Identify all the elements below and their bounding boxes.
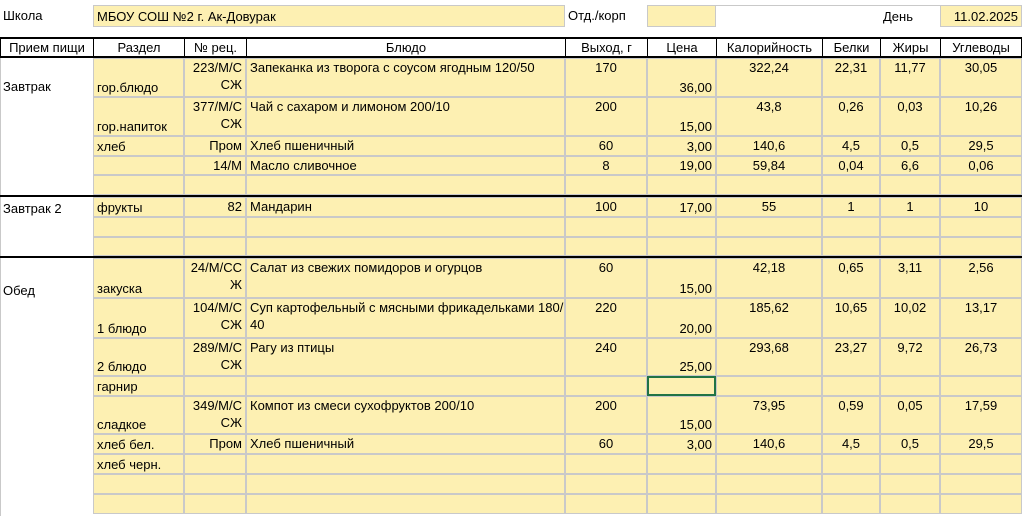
cell-dish[interactable] xyxy=(246,474,565,494)
cell-section[interactable] xyxy=(93,217,184,237)
price-value: 20,00 xyxy=(679,321,712,336)
rec-value: 223/М/ССЖ xyxy=(192,60,242,92)
cell-carb[interactable] xyxy=(940,136,1022,156)
out-value: 60 xyxy=(598,260,614,275)
carb-value: 26,73 xyxy=(964,340,998,355)
cell-out[interactable] xyxy=(565,338,647,376)
carb-value: 29,5 xyxy=(968,436,994,451)
cell-price[interactable] xyxy=(647,175,716,195)
cell-dish[interactable] xyxy=(246,97,565,136)
cell-carb[interactable] xyxy=(940,494,1022,514)
prot-value: 0,65 xyxy=(838,260,864,275)
cell-cal[interactable] xyxy=(716,376,822,396)
header-calories: Калорийность xyxy=(716,37,822,58)
cell-dish[interactable] xyxy=(246,494,565,514)
cell-prot[interactable] xyxy=(822,136,880,156)
cell-fat[interactable] xyxy=(880,396,940,434)
cell-fat[interactable] xyxy=(880,217,940,237)
section-value: хлеб бел. xyxy=(97,437,155,452)
cell-carb[interactable] xyxy=(940,396,1022,434)
fat-value: 3,11 xyxy=(897,260,923,275)
cell-fat[interactable] xyxy=(880,156,940,175)
cell-dish[interactable] xyxy=(246,156,565,175)
cell-section[interactable] xyxy=(93,454,184,474)
cell-section[interactable] xyxy=(93,58,184,97)
price-value: 15,00 xyxy=(679,119,712,134)
cell-cal[interactable] xyxy=(716,237,822,256)
cell-price[interactable] xyxy=(647,434,716,454)
section-value: гор.напиток xyxy=(97,119,167,134)
cal-value: 185,62 xyxy=(749,300,789,315)
cell-cal[interactable] xyxy=(716,217,822,237)
rec-value: 104/М/ССЖ xyxy=(192,300,242,332)
cell-price[interactable] xyxy=(647,396,716,434)
cell-prot[interactable] xyxy=(822,376,880,396)
cell-out[interactable] xyxy=(565,237,647,256)
cell-rec[interactable] xyxy=(184,298,246,338)
cell-prot[interactable] xyxy=(822,258,880,298)
cell-carb[interactable] xyxy=(940,474,1022,494)
cell-cal[interactable] xyxy=(716,298,822,338)
cell-cal[interactable] xyxy=(716,136,822,156)
cell-rec[interactable] xyxy=(184,217,246,237)
out-value: 220 xyxy=(595,300,617,315)
cell-price[interactable] xyxy=(647,494,716,514)
dept-cell[interactable] xyxy=(647,5,716,27)
cell-out[interactable] xyxy=(565,474,647,494)
cell-out[interactable] xyxy=(565,298,647,338)
meal-lunch: Обед xyxy=(3,283,35,298)
cell-rec[interactable] xyxy=(184,454,246,474)
cal-value: 140,6 xyxy=(752,436,786,451)
cell-rec[interactable] xyxy=(184,396,246,434)
price-value: 36,00 xyxy=(679,80,712,95)
cell-rec[interactable] xyxy=(184,434,246,454)
cell-fat[interactable] xyxy=(880,175,940,195)
cell-section[interactable] xyxy=(93,298,184,338)
header-price: Цена xyxy=(647,37,716,58)
cell-prot[interactable] xyxy=(822,454,880,474)
cell-carb[interactable] xyxy=(940,298,1022,338)
day-cell[interactable]: 11.02.2025 xyxy=(940,5,1022,27)
header-fat: Жиры xyxy=(880,37,940,58)
cal-value: 140,6 xyxy=(752,138,786,153)
cell-cal[interactable] xyxy=(716,97,822,136)
cell-price[interactable] xyxy=(647,454,716,474)
carb-value: 29,5 xyxy=(968,138,994,153)
carb-value: 0,06 xyxy=(968,158,994,173)
out-value: 200 xyxy=(595,99,617,114)
cell-cal[interactable] xyxy=(716,58,822,97)
cell-price[interactable] xyxy=(647,298,716,338)
dish-value: Чай с сахаром и лимоном 200/10 xyxy=(250,99,450,114)
cell-fat[interactable] xyxy=(880,494,940,514)
prot-value: 22,31 xyxy=(834,60,868,75)
out-value: 60 xyxy=(598,436,614,451)
cell-price[interactable] xyxy=(647,58,716,97)
cell-cal[interactable] xyxy=(716,156,822,175)
rec-value: 289/М/ССЖ xyxy=(192,340,242,372)
cell-prot[interactable] xyxy=(822,338,880,376)
cell-cal[interactable] xyxy=(716,175,822,195)
cell-out[interactable] xyxy=(565,434,647,454)
cell-rec[interactable] xyxy=(184,175,246,195)
cell-price[interactable] xyxy=(647,217,716,237)
carb-value: 17,59 xyxy=(964,398,998,413)
fat-value: 9,72 xyxy=(897,340,923,355)
section-value: фрукты xyxy=(97,200,143,215)
cell-prot[interactable] xyxy=(822,237,880,256)
fat-value: 11,77 xyxy=(894,60,926,75)
cell-out[interactable] xyxy=(565,97,647,136)
cell-fat[interactable] xyxy=(880,454,940,474)
prot-value: 0,04 xyxy=(838,158,864,173)
price-value: 19,00 xyxy=(679,158,712,173)
cell-rec[interactable] xyxy=(184,197,246,217)
carb-value: 13,17 xyxy=(964,300,998,315)
cell-rec[interactable] xyxy=(184,156,246,175)
prot-value: 1 xyxy=(847,199,855,214)
cal-value: 42,18 xyxy=(752,260,786,275)
dish-value: Масло сливочное xyxy=(250,158,357,173)
cell-rec[interactable] xyxy=(184,338,246,376)
cell-prot[interactable] xyxy=(822,298,880,338)
price-value: 3,00 xyxy=(686,437,712,452)
prot-value: 4,5 xyxy=(841,138,861,153)
header-recipe: № рец. xyxy=(184,37,246,58)
cal-value: 59,84 xyxy=(752,158,786,173)
cell-prot[interactable] xyxy=(822,396,880,434)
prot-value: 0,26 xyxy=(838,99,864,114)
day-label: День xyxy=(880,5,940,27)
section-value: сладкое xyxy=(97,417,147,432)
rec-value: 14/М xyxy=(213,158,242,173)
cell-prot[interactable] xyxy=(822,474,880,494)
price-value: 25,00 xyxy=(679,359,712,374)
cell-dish[interactable] xyxy=(246,237,565,256)
meal-separator xyxy=(0,195,1022,197)
out-value: 60 xyxy=(598,138,614,153)
cell-price[interactable] xyxy=(647,237,716,256)
cell-prot[interactable] xyxy=(822,175,880,195)
cell-section[interactable] xyxy=(93,258,184,298)
fat-value: 0,03 xyxy=(897,99,923,114)
cell-price[interactable] xyxy=(647,376,716,396)
cell-fat[interactable] xyxy=(880,58,940,97)
cell-price[interactable] xyxy=(647,197,716,217)
cell-out[interactable] xyxy=(565,396,647,434)
cal-value: 322,24 xyxy=(749,60,789,75)
cell-carb[interactable] xyxy=(940,258,1022,298)
cell-out[interactable] xyxy=(565,136,647,156)
section-value: гарнир xyxy=(97,379,138,394)
cell-dish[interactable] xyxy=(246,434,565,454)
fat-value: 1 xyxy=(906,199,914,214)
out-value: 100 xyxy=(595,199,617,214)
section-value: хлеб xyxy=(97,139,126,154)
price-value: 15,00 xyxy=(679,281,712,296)
cell-prot[interactable] xyxy=(822,197,880,217)
rec-value: 82 xyxy=(227,199,242,214)
dish-value: Мандарин xyxy=(250,199,312,214)
cell-rec[interactable] xyxy=(184,136,246,156)
cell-out[interactable] xyxy=(565,197,647,217)
meal-breakfast: Завтрак xyxy=(3,79,51,94)
cal-value: 43,8 xyxy=(756,99,782,114)
cell-out[interactable] xyxy=(565,494,647,514)
fat-value: 0,5 xyxy=(900,138,920,153)
cell-dish[interactable] xyxy=(246,258,565,298)
carb-value: 30,05 xyxy=(964,60,998,75)
cell-carb[interactable] xyxy=(940,197,1022,217)
cell-rec[interactable] xyxy=(184,494,246,514)
meal-separator xyxy=(0,256,1022,258)
cell-section[interactable] xyxy=(93,237,184,256)
carb-value: 2,56 xyxy=(968,260,994,275)
rec-value: 24/М/ССЖ xyxy=(190,260,242,292)
cell-fat[interactable] xyxy=(880,434,940,454)
cell-section[interactable] xyxy=(93,97,184,136)
prot-value: 0,59 xyxy=(838,398,864,413)
out-value: 240 xyxy=(595,340,617,355)
rec-value: 377/М/ССЖ xyxy=(192,99,242,131)
header-carbs: Углеводы xyxy=(940,37,1022,58)
cell-cal[interactable] xyxy=(716,197,822,217)
cell-rec[interactable] xyxy=(184,58,246,97)
cell-carb[interactable] xyxy=(940,338,1022,376)
price-value: 15,00 xyxy=(679,417,712,432)
cell-rec[interactable] xyxy=(184,237,246,256)
school-label: Школа xyxy=(0,5,93,27)
cell-carb[interactable] xyxy=(940,58,1022,97)
cell-dish[interactable] xyxy=(246,136,565,156)
cell-rec[interactable] xyxy=(184,474,246,494)
cal-value: 73,95 xyxy=(752,398,786,413)
cell-section[interactable] xyxy=(93,156,184,175)
cell-carb[interactable] xyxy=(940,434,1022,454)
cell-prot[interactable] xyxy=(822,156,880,175)
rec-value: Пром xyxy=(209,138,242,153)
school-name-cell[interactable]: МБОУ СОШ №2 г. Ак-Довурак xyxy=(93,5,565,27)
header-output: Выход, г xyxy=(565,37,647,58)
cell-out[interactable] xyxy=(565,156,647,175)
header-meal: Прием пищи xyxy=(0,37,93,58)
meal-breakfast2: Завтрак 2 xyxy=(3,201,62,216)
price-value: 17,00 xyxy=(679,200,712,215)
prot-value: 4,5 xyxy=(841,436,861,451)
cell-dish[interactable] xyxy=(246,454,565,474)
cell-out[interactable] xyxy=(565,258,647,298)
cell-section[interactable] xyxy=(93,396,184,434)
section-value: хлеб черн. xyxy=(97,457,162,472)
cell-prot[interactable] xyxy=(822,217,880,237)
cell-fat[interactable] xyxy=(880,258,940,298)
cell-rec[interactable] xyxy=(184,97,246,136)
fat-value: 10,02 xyxy=(893,300,927,315)
prot-value: 23,27 xyxy=(834,340,868,355)
cell-cal[interactable] xyxy=(716,434,822,454)
cell-dish[interactable] xyxy=(246,58,565,97)
cell-section[interactable] xyxy=(93,376,184,396)
prot-value: 10,65 xyxy=(834,300,868,315)
cell-fat[interactable] xyxy=(880,97,940,136)
cell-dish[interactable] xyxy=(246,175,565,195)
section-value: гор.блюдо xyxy=(97,80,159,95)
cell-prot[interactable] xyxy=(822,58,880,97)
cal-value: 293,68 xyxy=(749,340,789,355)
cell-dish[interactable] xyxy=(246,197,565,217)
cell-carb[interactable] xyxy=(940,376,1022,396)
cell-prot[interactable] xyxy=(822,97,880,136)
header-section: Раздел xyxy=(93,37,184,58)
dept-label: Отд./корп xyxy=(565,5,647,27)
cell-fat[interactable] xyxy=(880,197,940,217)
cell-section[interactable] xyxy=(93,175,184,195)
cell-prot[interactable] xyxy=(822,434,880,454)
cell-section[interactable] xyxy=(93,197,184,217)
cell-price[interactable] xyxy=(647,156,716,175)
cell-rec[interactable] xyxy=(184,376,246,396)
cell-section[interactable] xyxy=(93,474,184,494)
cell-fat[interactable] xyxy=(880,376,940,396)
fat-value: 6,6 xyxy=(900,158,920,173)
header-protein: Белки xyxy=(822,37,880,58)
cell-dish[interactable] xyxy=(246,396,565,434)
carb-value: 10,26 xyxy=(964,99,998,114)
cell-out[interactable] xyxy=(565,58,647,97)
cal-value: 55 xyxy=(761,199,777,214)
cell-out[interactable] xyxy=(565,376,647,396)
dish-value: Запеканка из творога с соусом ягодным 120/50 xyxy=(250,60,535,75)
cell-carb[interactable] xyxy=(940,217,1022,237)
cell-carb[interactable] xyxy=(940,156,1022,175)
cell-carb[interactable] xyxy=(940,454,1022,474)
cell-fat[interactable] xyxy=(880,298,940,338)
cell-carb[interactable] xyxy=(940,237,1022,256)
cell-carb[interactable] xyxy=(940,97,1022,136)
fat-value: 0,5 xyxy=(900,436,920,451)
cell-carb[interactable] xyxy=(940,175,1022,195)
cell-fat[interactable] xyxy=(880,237,940,256)
cell-out[interactable] xyxy=(565,217,647,237)
cell-cal[interactable] xyxy=(716,474,822,494)
dish-value: Компот из смеси сухофруктов 200/10 xyxy=(250,398,475,413)
cell-cal[interactable] xyxy=(716,258,822,298)
cell-price[interactable] xyxy=(647,136,716,156)
cell-fat[interactable] xyxy=(880,474,940,494)
rec-value: Пром xyxy=(209,436,242,451)
cell-cal[interactable] xyxy=(716,494,822,514)
cell-prot[interactable] xyxy=(822,494,880,514)
section-value: закуска xyxy=(97,281,143,296)
cell-dish[interactable] xyxy=(246,376,565,396)
cell-cal[interactable] xyxy=(716,396,822,434)
cell-out[interactable] xyxy=(565,454,647,474)
spacer-cell xyxy=(716,5,880,27)
header-dish: Блюдо xyxy=(246,37,565,58)
cell-section[interactable] xyxy=(93,136,184,156)
section-value: 1 блюдо xyxy=(97,321,147,336)
cell-dish[interactable] xyxy=(246,217,565,237)
cell-fat[interactable] xyxy=(880,338,940,376)
cell-price[interactable] xyxy=(647,338,716,376)
fat-value: 0,05 xyxy=(897,398,923,413)
cell-price[interactable] xyxy=(647,258,716,298)
section-value: 2 блюдо xyxy=(97,359,147,374)
dish-value: Салат из свежих помидоров и огурцов xyxy=(250,260,483,275)
dish-value: Хлеб пшеничный xyxy=(250,138,355,153)
rec-value: 349/М/ССЖ xyxy=(192,398,242,430)
cell-rec[interactable] xyxy=(184,258,246,298)
cell-section[interactable] xyxy=(93,494,184,514)
dish-value: Рагу из птицы xyxy=(250,340,335,355)
cell-price[interactable] xyxy=(647,474,716,494)
cell-price[interactable] xyxy=(647,97,716,136)
out-value: 170 xyxy=(595,60,617,75)
carb-value: 10 xyxy=(973,199,989,214)
cell-cal[interactable] xyxy=(716,338,822,376)
cell-cal[interactable] xyxy=(716,454,822,474)
cell-fat[interactable] xyxy=(880,136,940,156)
cell-section[interactable] xyxy=(93,338,184,376)
dish-value: Суп картофельный с мясными фрикадельками 180/40 xyxy=(250,300,564,332)
dish-value: Хлеб пшеничный xyxy=(250,436,355,451)
cell-dish[interactable] xyxy=(246,338,565,376)
cell-dish[interactable] xyxy=(246,298,565,338)
out-value: 200 xyxy=(595,398,617,413)
out-value: 8 xyxy=(602,158,610,173)
cell-out[interactable] xyxy=(565,175,647,195)
cell-section[interactable] xyxy=(93,434,184,454)
price-value: 3,00 xyxy=(686,139,712,154)
